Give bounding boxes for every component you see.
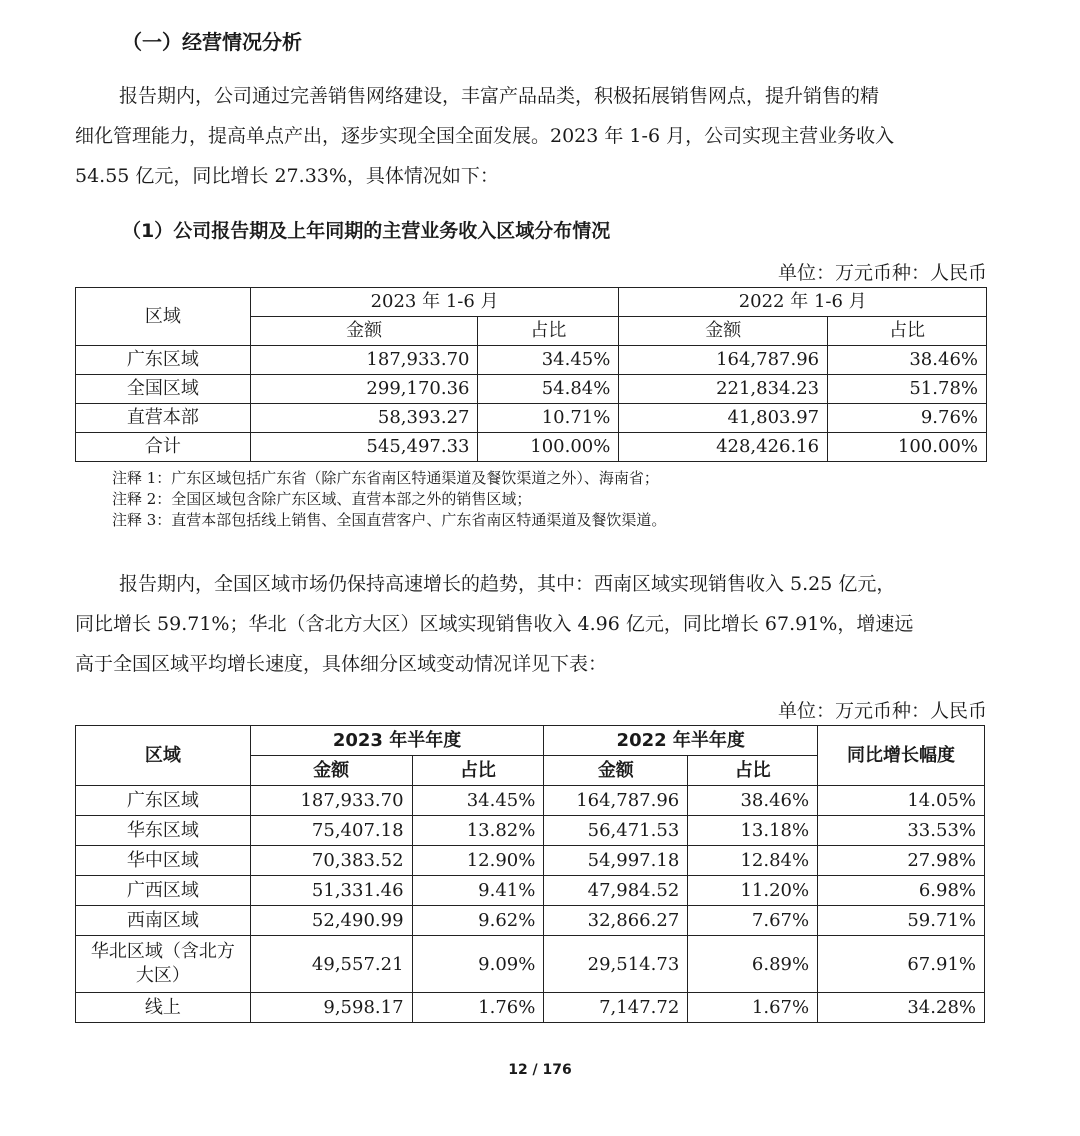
cell-share-2023: 13.82% <box>412 816 544 846</box>
section-title: （一）经营情况分析 <box>122 30 302 54</box>
table-row-total <box>76 433 987 462</box>
note-2: 注释 2：全国区域包含除广东区域、直营本部之外的销售区域； <box>112 490 532 508</box>
header-yoy-growth: 同比增长幅度 <box>818 726 985 786</box>
cell-region: 合计 <box>76 433 251 462</box>
cell-amount-2022: 428,426.16 <box>619 433 828 462</box>
header-share-2022: 占比 <box>688 756 818 786</box>
cell-yoy: 33.53% <box>818 816 985 846</box>
cell-share-2022: 11.20% <box>688 876 818 906</box>
table-row <box>76 906 985 936</box>
header-amount-2023: 金额 <box>250 756 412 786</box>
cell-amount-2023: 51,331.46 <box>250 876 412 906</box>
cell-amount-2022: 56,471.53 <box>544 816 688 846</box>
cell-amount-2022: 29,514.73 <box>544 936 688 993</box>
cell-region: 广东区域 <box>76 346 251 375</box>
cell-amount-2023: 75,407.18 <box>250 816 412 846</box>
paragraph-line: 同比增长 59.71%；华北（含北方大区）区域实现销售收入 4.96 亿元，同比增长 67.91%，增速远 <box>75 613 914 635</box>
paragraph-line: 54.55 亿元，同比增长 27.33%，具体情况如下： <box>75 165 499 187</box>
table1-unit-label: 单位：万元币种：人民币 <box>777 262 987 284</box>
cell-share-2023: 12.90% <box>412 846 544 876</box>
cell-amount-2022: 54,997.18 <box>544 846 688 876</box>
cell-region: 华北区域（含北方大区） <box>76 936 251 993</box>
cell-share-2022: 13.18% <box>688 816 818 846</box>
header-share-2023: 占比 <box>478 317 619 346</box>
table-row <box>76 786 985 816</box>
table-row <box>76 375 987 404</box>
cell-share-2022: 1.67% <box>688 993 818 1023</box>
intro-paragraph <box>75 76 987 196</box>
cell-share-2023: 9.41% <box>412 876 544 906</box>
cell-amount-2022: 47,984.52 <box>544 876 688 906</box>
cell-share-2022: 38.46% <box>828 346 987 375</box>
header-share-2022: 占比 <box>828 317 987 346</box>
cell-amount-2023: 70,383.52 <box>250 846 412 876</box>
header-region: 区域 <box>76 726 251 786</box>
paragraph-line: 细化管理能力，提高单点产出，逐步实现全国全面发展。2023 年 1-6 月，公司实现主营业务收入 <box>75 125 895 147</box>
cell-share-2023: 54.84% <box>478 375 619 404</box>
cell-share-2022: 38.46% <box>688 786 818 816</box>
cell-amount-2022: 41,803.97 <box>619 404 828 433</box>
region-revenue-table <box>75 287 987 462</box>
paragraph-line: 报告期内，全国区域市场仍保持高速增长的趋势，其中：西南区域实现销售收入 5.25 亿元， <box>119 573 896 595</box>
header-amount-2022: 金额 <box>619 317 828 346</box>
cell-share-2022: 12.84% <box>688 846 818 876</box>
header-share-2023: 占比 <box>412 756 544 786</box>
page-number: 12 / 176 <box>508 1062 572 1078</box>
header-period-2022: 2022 年 1-6 月 <box>619 288 987 317</box>
table-row <box>76 346 987 375</box>
note-1: 注释 1：广东区域包括广东省（除广东省南区特通渠道及餐饮渠道之外）、海南省； <box>112 469 659 487</box>
table-row <box>76 876 985 906</box>
second-paragraph <box>75 564 987 684</box>
cell-amount-2023: 187,933.70 <box>250 786 412 816</box>
table-row <box>76 816 985 846</box>
cell-share-2023: 9.09% <box>412 936 544 993</box>
cell-amount-2022: 164,787.96 <box>619 346 828 375</box>
cell-share-2023: 10.71% <box>478 404 619 433</box>
cell-share-2022: 100.00% <box>828 433 987 462</box>
header-amount-2023: 金额 <box>250 317 478 346</box>
cell-region: 华中区域 <box>76 846 251 876</box>
cell-share-2023: 1.76% <box>412 993 544 1023</box>
cell-amount-2023: 299,170.36 <box>250 375 478 404</box>
paragraph-line: 报告期内，公司通过完善销售网络建设，丰富产品品类，积极拓展销售网点，提升销售的精 <box>119 85 880 107</box>
table-row <box>76 404 987 433</box>
table2-unit-label: 单位：万元币种：人民币 <box>777 700 987 722</box>
cell-amount-2023: 9,598.17 <box>250 993 412 1023</box>
cell-share-2022: 51.78% <box>828 375 987 404</box>
cell-yoy: 67.91% <box>818 936 985 993</box>
cell-region: 线上 <box>76 993 251 1023</box>
cell-region: 直营本部 <box>76 404 251 433</box>
cell-yoy: 14.05% <box>818 786 985 816</box>
cell-yoy: 6.98% <box>818 876 985 906</box>
cell-share-2023: 34.45% <box>478 346 619 375</box>
header-period-2023: 2023 年半年度 <box>250 726 544 756</box>
cell-share-2023: 34.45% <box>412 786 544 816</box>
cell-region: 华东区域 <box>76 816 251 846</box>
table1-title: （1）公司报告期及上年同期的主营业务收入区域分布情况 <box>122 220 611 242</box>
table-row <box>76 936 985 993</box>
sub-region-revenue-table <box>75 725 985 1023</box>
table1-notes <box>112 468 666 531</box>
cell-amount-2023: 49,557.21 <box>250 936 412 993</box>
cell-amount-2022: 7,147.72 <box>544 993 688 1023</box>
cell-yoy: 59.71% <box>818 906 985 936</box>
cell-amount-2023: 187,933.70 <box>250 346 478 375</box>
cell-yoy: 34.28% <box>818 993 985 1023</box>
cell-share-2022: 6.89% <box>688 936 818 993</box>
cell-amount-2022: 164,787.96 <box>544 786 688 816</box>
paragraph-line: 高于全国区域平均增长速度，具体细分区域变动情况详见下表： <box>75 653 608 675</box>
header-region: 区域 <box>76 288 251 346</box>
cell-region: 广东区域 <box>76 786 251 816</box>
cell-region: 全国区域 <box>76 375 251 404</box>
note-3: 注释 3：直营本部包括线上销售、全国直营客户、广东省南区特通渠道及餐饮渠道。 <box>112 511 667 529</box>
table-row <box>76 846 985 876</box>
cell-amount-2023: 52,490.99 <box>250 906 412 936</box>
cell-amount-2023: 545,497.33 <box>250 433 478 462</box>
cell-amount-2023: 58,393.27 <box>250 404 478 433</box>
cell-region: 西南区域 <box>76 906 251 936</box>
cell-yoy: 27.98% <box>818 846 985 876</box>
header-period-2022: 2022 年半年度 <box>544 726 818 756</box>
cell-amount-2022: 32,866.27 <box>544 906 688 936</box>
cell-share-2023: 9.62% <box>412 906 544 936</box>
cell-amount-2022: 221,834.23 <box>619 375 828 404</box>
table-row <box>76 993 985 1023</box>
cell-share-2022: 9.76% <box>828 404 987 433</box>
cell-share-2022: 7.67% <box>688 906 818 936</box>
cell-region: 广西区域 <box>76 876 251 906</box>
header-period-2023: 2023 年 1-6 月 <box>250 288 619 317</box>
header-amount-2022: 金额 <box>544 756 688 786</box>
cell-share-2023: 100.00% <box>478 433 619 462</box>
